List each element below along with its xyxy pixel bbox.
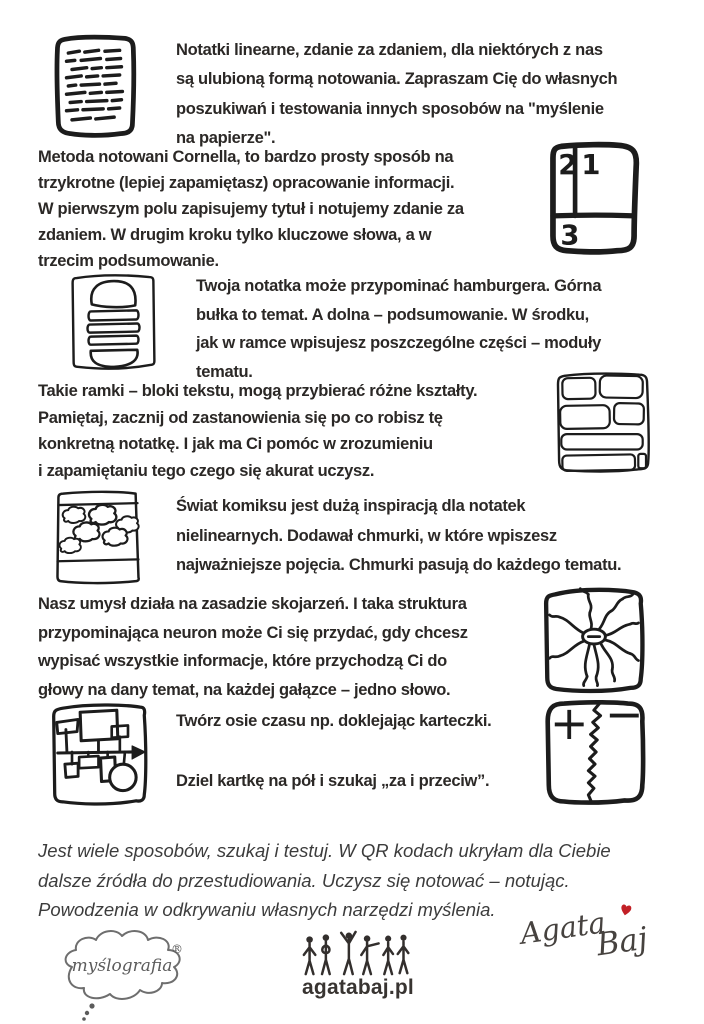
neuron-icon [536,583,652,697]
signature-last-name: Baj [594,920,650,964]
text-blocks-icon [547,367,657,477]
paragraph-line: Jest wiele sposobów, szukaj i testuj. W QR kodach ukryłam dla Ciebie [38,840,611,861]
paragraph-line: Twoja notatka może przypominać hamburgera. Górna [196,277,602,295]
paragraph-line: przypominająca neuron może Ci się przydać, gdy chcesz [38,623,468,642]
paragraph-cornell [38,144,464,274]
paragraph-line: Powodzenia w odkrywaniu własnych narzędzi myślenia. [38,899,496,920]
plus-icon: + [549,697,589,750]
paragraph-comic-clouds [176,492,621,581]
myslografia-label: myślografia [71,956,173,976]
paragraph-line: tematu. [196,362,253,381]
cornell-cell-3: 3 [560,220,580,252]
paragraph-line: i zapamiętaniu tego czego się akurat uczysz. [38,461,375,480]
paragraph-line: na papierze". [176,129,276,148]
registered-mark: ® [171,942,183,956]
paragraph-line: Pamiętaj, zacznij od zastanowienia się po co robisz tę [38,408,443,427]
paragraph-linear-notes [176,36,617,154]
paragraph-line: trzykrotne (lepiej zapamiętasz) opracowanie informacji. [38,174,455,192]
heart-icon [620,904,632,916]
paragraph-line: Metoda notowani Cornella, to bardzo prosty sposób na [38,148,454,166]
paragraph-line: wypisać wszystkie informacje, które przychodzą Ci do [38,652,447,670]
signature [515,893,655,971]
pros-cons-caption: Dziel kartkę na pół i szukaj „za i przeciw”. [176,772,490,790]
people-icon [300,928,415,978]
timeline-caption: Twórz osie czasu np. doklejając karteczki. [176,712,492,730]
paragraph-line: trzecim podsumowanie. [38,252,219,270]
paragraph-line: są ulubioną formą notowania. Zapraszam Cię do własnych [176,70,618,89]
minus-icon: − [604,697,644,741]
paragraph-line: dalsze źródła do przestudiowania. Uczysz się notować – notując. [38,869,570,891]
paragraph-line: najważniejsze pojęcia. Chmurki pasują do każdego tematu. [176,556,622,574]
paragraph-line: bułka to temat. A dolna – podsumowanie. W środku, [196,305,589,324]
paragraph-line: Świat komiksu jest dużą inspiracją dla notatek [176,497,526,515]
agatabaj-label: agatabaj.pl [302,976,414,999]
paragraph-line: jak w ramce wpisujesz poszczególne części – moduły [196,334,601,352]
paragraph-line: Nasz umysł działa na zasadzie skojarzeń. I taka struktura [38,595,467,613]
myslografia-logo [52,922,202,1022]
cornell-cell-2: 2 [558,149,578,181]
clouds-icon [49,486,146,587]
cornell-layout-icon [540,139,646,257]
paragraph-line: Notatki linearne, zdanie za zdaniem, dla niektórych z nas [176,41,603,59]
paragraph-line: zdaniem. W drugim kroku tylko kluczowe słowa, a w [38,226,432,244]
paragraph-line: głowy na dany temat, na każdej gałązce – jedno słowo. [38,680,451,699]
cornell-cell-1: 1 [581,149,601,181]
paragraph-line: poszukiwań i testowania innych sposobów na "myślenie [176,99,604,118]
signature-first-name: Agata [518,905,608,951]
paragraph-line: Takie ramki – bloki tekstu, mogą przybierać różne kształty. [38,382,478,400]
hamburger-icon [62,268,164,375]
paragraph-hamburger [196,272,601,386]
timeline-icon [44,698,156,812]
paragraph-line: nielinearnych. Dodawał chmurki, w które wpiszesz [176,526,557,545]
pros-cons-icon [540,697,650,807]
lined-notes-icon [48,32,140,140]
paragraph-line: konkretną notatkę. I jak ma Ci pomóc w zrozumieniu [38,435,433,453]
thought-bubble-dots [82,1003,94,1020]
paragraph-text-blocks [38,378,477,484]
paragraph-neuron [38,590,468,704]
paragraph-line: W pierwszym polu zapisujemy tytuł i notujemy zdanie za [38,200,464,218]
